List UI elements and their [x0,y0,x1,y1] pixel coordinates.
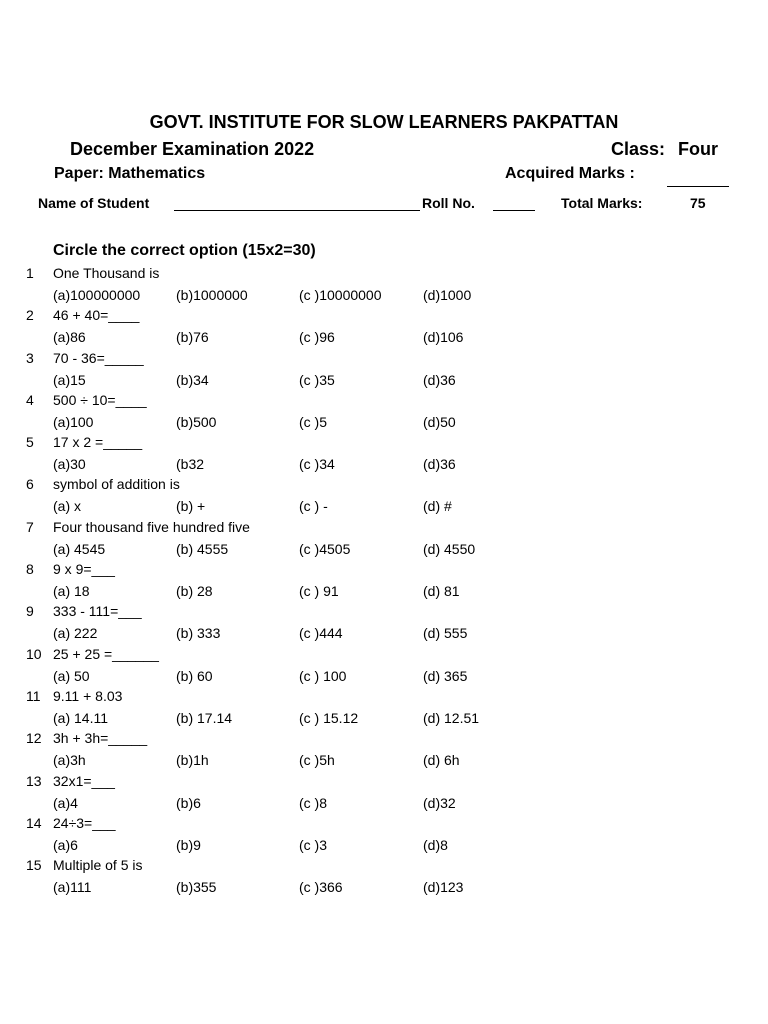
option-d[interactable]: (d) 555 [423,625,468,642]
option-b[interactable]: (b) 60 [176,667,213,684]
option-b[interactable]: (b)76 [176,329,209,346]
question-item [0,815,768,857]
question-number: 9 [26,603,34,620]
option-d[interactable]: (d) 365 [423,667,468,684]
option-c[interactable]: (c )5 [299,413,327,430]
question-text: 24÷3=___ [53,814,116,831]
option-a[interactable]: (a)100000000 [53,287,141,303]
option-a[interactable]: (a)100 [53,413,94,430]
class-label: Class: [611,139,666,159]
question-number: 14 [26,814,42,831]
question-number: 5 [26,434,34,451]
question-text: 46 + 40=____ [53,307,140,324]
option-b[interactable]: (b)34 [176,371,209,388]
option-b[interactable]: (b)1000000 [176,287,248,303]
question-number: 8 [26,561,34,578]
option-d[interactable]: (d)36 [423,371,456,388]
question-text: 3h + 3h=_____ [53,730,148,747]
roll-number-label: Roll No. [422,195,475,211]
question-item [0,350,768,392]
question-item [0,434,768,476]
option-a[interactable]: (a) 18 [53,583,90,600]
option-b[interactable]: (b)9 [176,836,201,853]
option-d[interactable]: (d) # [423,498,452,515]
question-text: Multiple of 5 is [53,857,143,874]
option-c[interactable]: (c )366 [299,879,343,896]
option-b[interactable]: (b)6 [176,794,201,811]
question-item [0,603,768,645]
question-item [0,646,768,688]
option-b[interactable]: (b)500 [176,413,217,430]
question-item [0,773,768,815]
option-c[interactable]: (c )5h [299,752,335,769]
option-a[interactable]: (a) 222 [53,625,98,642]
option-d[interactable]: (d) 6h [423,752,460,769]
option-a[interactable]: (a) 14.11 [53,709,108,726]
option-d[interactable]: (d)123 [423,879,464,896]
option-b[interactable]: (b) 333 [176,625,221,642]
option-b[interactable]: (b32 [176,456,205,473]
roll-number-blank[interactable] [493,210,535,211]
acquired-marks-label: Acquired Marks : [505,165,635,182]
question-number: 15 [26,857,42,874]
option-c[interactable]: (c )4505 [299,540,351,557]
question-number: 3 [26,349,34,366]
instructions: Circle the correct option (15x2=30) [53,242,316,259]
question-number: 4 [26,391,34,408]
option-d[interactable]: (d)36 [423,456,456,473]
option-c[interactable]: (c )10000000 [299,287,382,303]
option-a[interactable]: (a) 4545 [53,540,106,557]
option-c[interactable]: (c ) - [299,498,328,515]
question-text: 25 + 25 =______ [53,645,159,662]
option-b[interactable]: (b) 28 [176,583,213,600]
option-a[interactable]: (a)4 [53,794,78,811]
question-text: 333 - 111=___ [53,603,142,620]
acquired-marks-blank[interactable] [667,186,729,187]
option-a[interactable]: (a)3h [53,752,86,769]
question-text: 9 x 9=___ [53,561,115,578]
option-c[interactable]: (c )34 [299,456,335,473]
exam-title: December Examination 2022 [70,139,315,159]
option-b[interactable]: (b) + [176,498,206,515]
class-value: Four [678,139,718,159]
question-number: 7 [26,518,34,535]
option-d[interactable]: (d)106 [423,329,464,346]
question-number: 12 [26,730,42,747]
option-a[interactable]: (a)30 [53,456,86,473]
question-item [0,857,768,899]
total-marks-value: 75 [690,195,706,211]
question-item [0,688,768,730]
option-b[interactable]: (b) 17.14 [176,709,233,726]
question-text: Four thousand five hundred five [53,518,250,535]
question-number: 2 [26,307,34,324]
question-item [0,730,768,772]
option-d[interactable]: (d)1000 [423,287,472,303]
question-number: 6 [26,476,34,493]
question-text: One Thousand is [53,265,160,281]
option-c[interactable]: (c )35 [299,371,335,388]
option-b[interactable]: (b) 4555 [176,540,229,557]
question-text: 9.11 + 8.03 [53,687,123,704]
institute-title: GOVT. INSTITUTE FOR SLOW LEARNERS PAKPATTAN [149,112,619,132]
question-item [0,392,768,434]
option-a[interactable]: (a)6 [53,836,78,853]
question-item [0,307,768,349]
option-c[interactable]: (c ) 15.12 [299,709,359,726]
option-d[interactable]: (d)8 [423,836,448,853]
option-d[interactable]: (d)32 [423,794,456,811]
question-list [0,265,768,899]
option-c[interactable]: (c )3 [299,836,327,853]
option-d[interactable]: (d)50 [423,413,456,430]
option-a[interactable]: (a) 50 [53,667,90,684]
option-b[interactable]: (b)355 [176,879,217,896]
question-item [0,476,768,518]
option-c[interactable]: (c ) 91 [299,583,339,600]
option-a[interactable]: (a)86 [53,329,86,346]
option-d[interactable]: (d) 12.51 [423,709,480,726]
option-a[interactable]: (a) x [53,498,81,515]
option-c[interactable]: (c )444 [299,625,343,642]
option-d[interactable]: (d) 81 [423,583,460,600]
question-number: 1 [26,265,34,281]
question-text: 32x1=___ [53,772,115,789]
student-name-label: Name of Student [38,195,150,211]
question-number: 10 [26,645,42,662]
option-a[interactable]: (a)15 [53,371,86,388]
question-text: symbol of addition is [53,476,180,493]
question-text: 17 x 2 =_____ [53,434,143,451]
question-text: 70 - 36=_____ [53,349,144,366]
student-name-blank[interactable] [174,210,420,211]
option-c[interactable]: (c )96 [299,329,335,346]
question-number: 13 [26,772,42,789]
option-a[interactable]: (a)111 [53,879,92,896]
option-d[interactable]: (d) 4550 [423,540,476,557]
question-text: 500 ÷ 10=____ [53,391,147,408]
total-marks-label: Total Marks: [561,195,643,211]
question-item [0,519,768,561]
option-c[interactable]: (c ) 100 [299,667,347,684]
paper-label: Paper: Mathematics [54,165,206,182]
question-item [0,561,768,603]
question-item [0,265,768,307]
option-c[interactable]: (c )8 [299,794,327,811]
question-number: 11 [26,687,41,704]
option-b[interactable]: (b)1h [176,752,209,769]
